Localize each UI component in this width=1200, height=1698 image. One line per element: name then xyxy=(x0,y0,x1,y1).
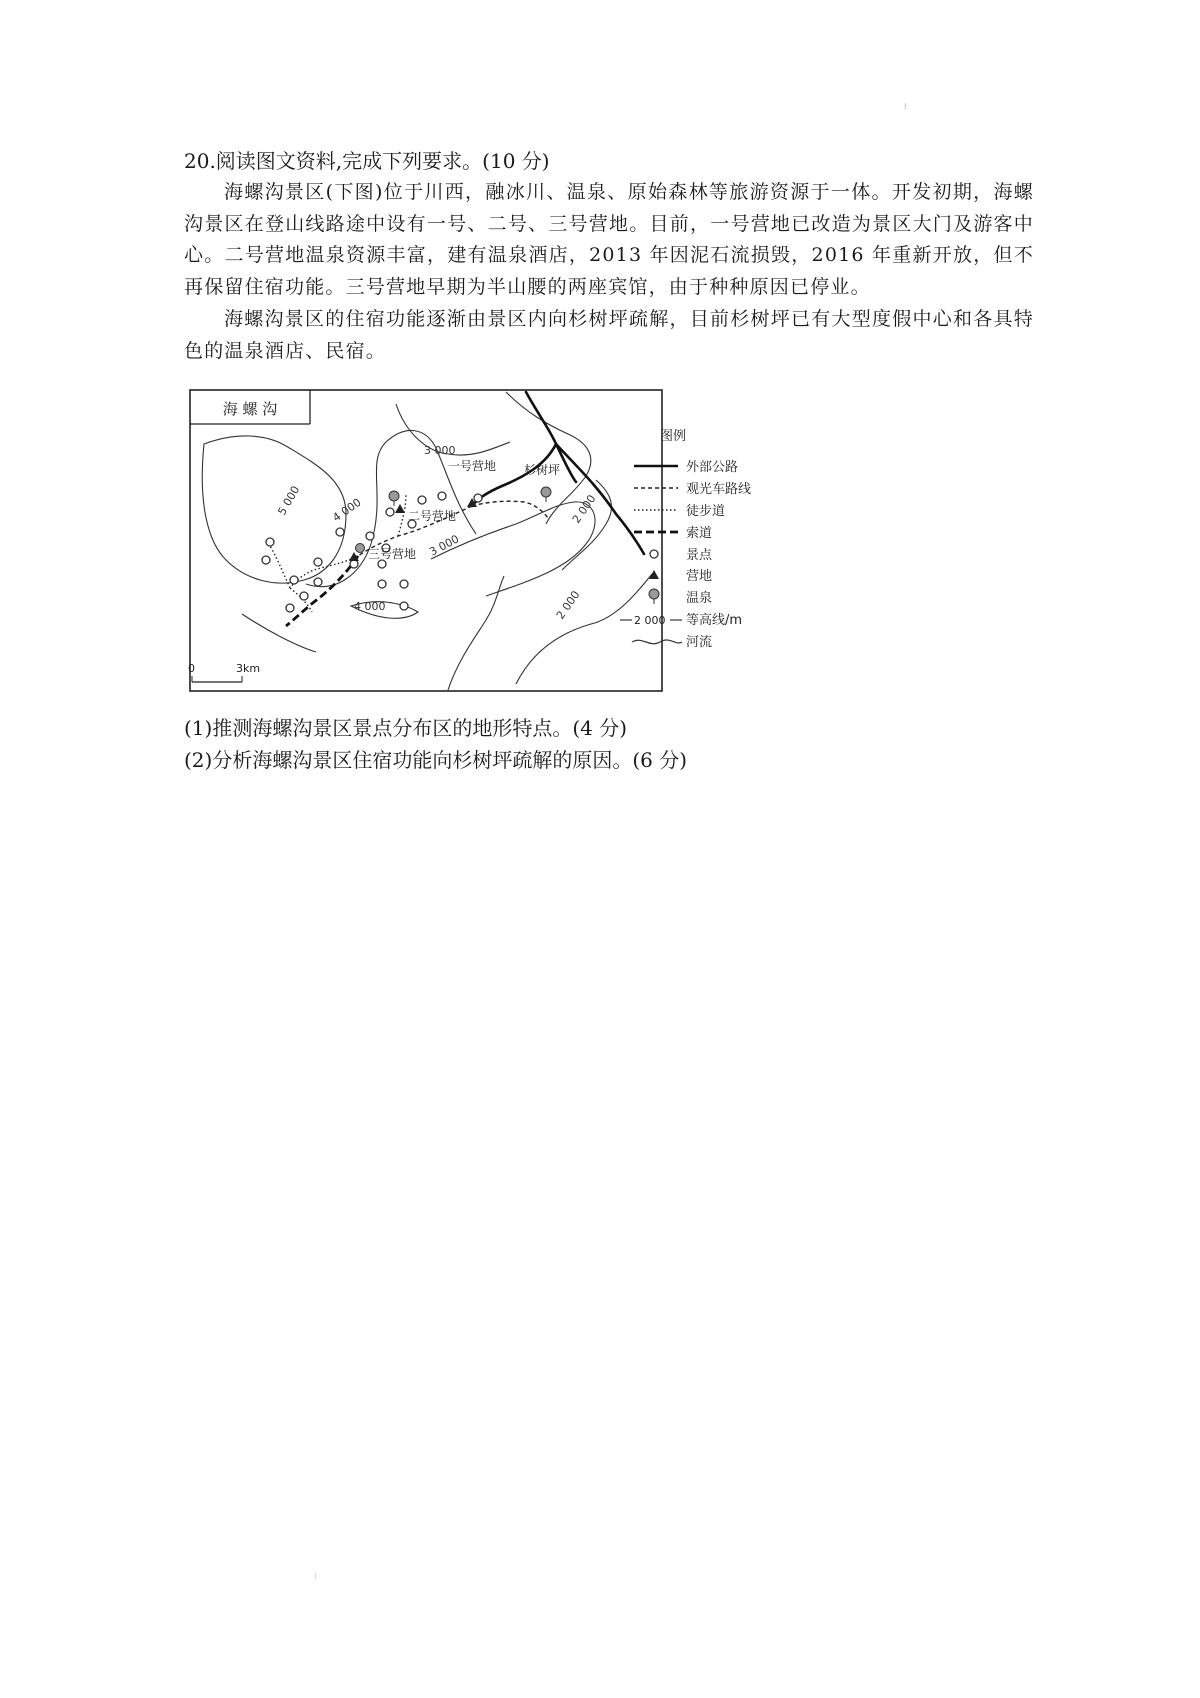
legend-contour-label: 等高线/m xyxy=(686,613,743,628)
place-label-camp1: 一号营地 xyxy=(448,459,497,473)
contour-label-3000-top: 3 000 xyxy=(424,444,456,457)
spot-2 xyxy=(438,492,446,500)
legend-spring-symbol xyxy=(649,589,659,599)
spot-19 xyxy=(400,602,408,610)
sub-question-1: (1)推测海螺沟景区景点分布区的地形特点。(4 分) xyxy=(184,716,628,740)
legend-trail-label: 徒步道 xyxy=(686,504,726,519)
spot-9 xyxy=(350,560,358,568)
legend-spot-symbol xyxy=(650,550,658,558)
map-title: 海 螺 沟 xyxy=(222,400,278,418)
legend-contour-sample: 2 000 xyxy=(634,614,666,627)
spot-12 xyxy=(262,556,270,564)
sub-question-2: (2)分析海螺沟景区住宿功能向杉树坪疏解的原因。(6 分) xyxy=(184,748,688,772)
spot-11 xyxy=(266,538,274,546)
spot-16 xyxy=(314,578,322,586)
question-heading: 20.阅读图文资料,完成下列要求。(10 分) xyxy=(184,149,550,173)
legend-river-label: 河流 xyxy=(686,635,713,650)
scale-zero: 0 xyxy=(188,662,195,675)
contour-label-5000: 5 000 xyxy=(275,483,303,518)
legend-road-label: 外部公路 xyxy=(686,460,739,475)
spot-18 xyxy=(400,580,408,588)
place-label-shanshuping: 杉树坪 xyxy=(524,463,561,477)
place-label-camp2: 二号营地 xyxy=(408,509,457,523)
legend-bus-label: 观光车路线 xyxy=(686,482,752,497)
spot-4 xyxy=(386,508,394,516)
spot-14 xyxy=(290,576,298,584)
contour-label-2000-right: 2 000 xyxy=(569,492,599,526)
spot-15 xyxy=(300,592,308,600)
spot-20 xyxy=(286,604,294,612)
contour-label-3000-mid: 3 000 xyxy=(427,532,462,559)
spot-6 xyxy=(336,528,344,536)
contour-label-2000-lower: 2 000 xyxy=(553,588,583,622)
scale-distance: 3km xyxy=(236,662,261,675)
spot-10 xyxy=(378,560,386,568)
place-label-camp3: 三号营地 xyxy=(368,547,417,561)
intro-paragraph-2: 海螺沟景区的住宿功能逐渐由景区内向杉树坪疏解，目前杉树坪已有大型度假中心和各具特色的温泉酒店、民宿。 xyxy=(184,308,1034,362)
map-figure xyxy=(186,384,806,696)
contour-label-4000-left: 4 000 xyxy=(330,495,364,525)
spot-1 xyxy=(418,496,426,504)
spot-13 xyxy=(314,558,322,566)
legend-title: 图例 xyxy=(660,429,687,444)
contour-map xyxy=(186,384,806,696)
legend-spring-label: 温泉 xyxy=(686,591,713,606)
legend-spot-label: 景点 xyxy=(686,548,713,563)
spot-17 xyxy=(378,580,386,588)
intro-paragraph-1: 海螺沟景区(下图)位于川西，融冰川、温泉、原始森林等旅游资源于一体。开发初期，海螺沟景区在登山线路途中设有一号、二号、三号营地。目前，一号营地已改造为景区大门及游客中心。二号营地温泉资源丰富，建有温泉酒店，2013 年因泥石流损毁，2016 年重新开放，但不再保留住宿功能。三号营地早期为半山腰的两座宾馆，由于种种原因已停业。 xyxy=(184,181,1034,298)
contour-label-4000-bottom: 4 000 xyxy=(354,600,386,613)
scan-dot-bottom: ⁝ xyxy=(314,1572,317,1581)
scan-dot-top: ⁞ xyxy=(904,102,907,111)
spot-3 xyxy=(474,494,482,502)
hot-spring-camp3 xyxy=(356,544,365,553)
spot-7 xyxy=(366,532,374,540)
legend-camp-label: 营地 xyxy=(686,569,713,584)
legend-cable-label: 索道 xyxy=(686,526,713,541)
